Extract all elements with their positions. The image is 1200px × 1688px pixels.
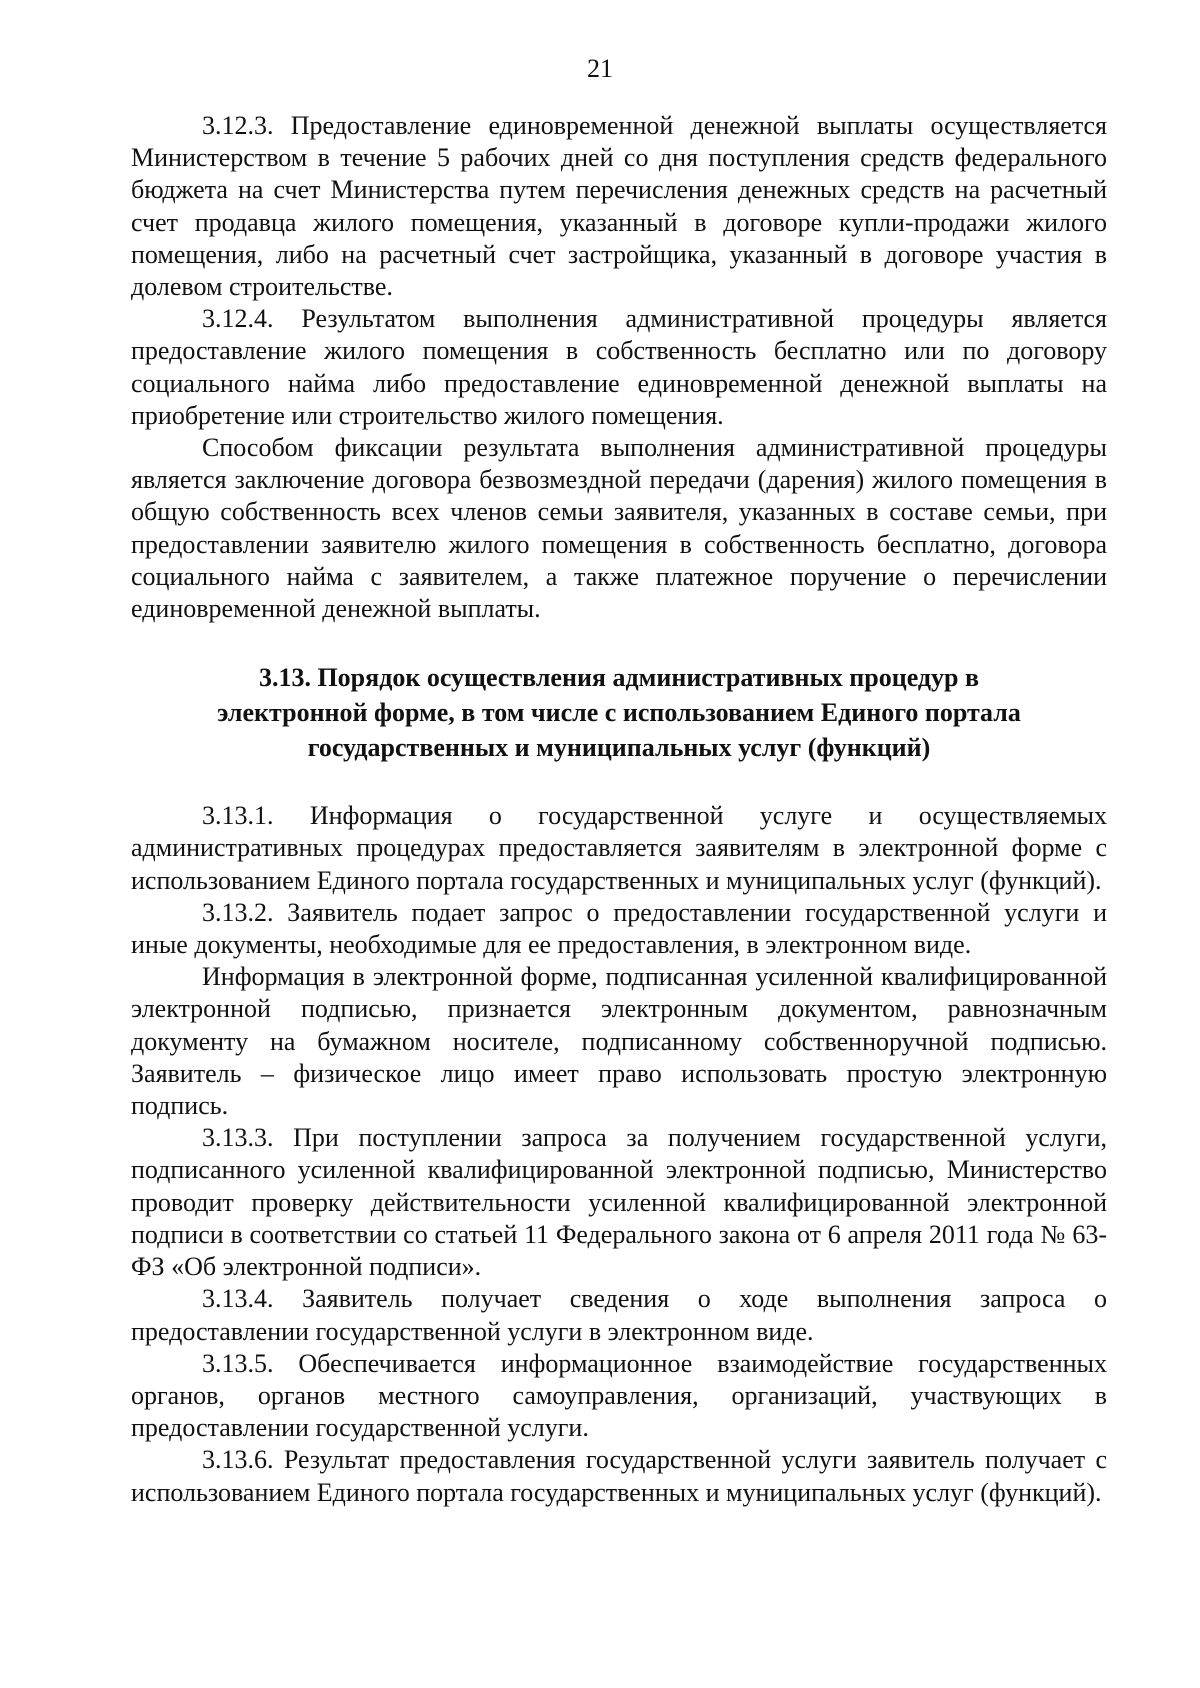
page-number: 21 [587,54,613,83]
section-heading-3-13 [131,660,1107,765]
paragraph-3-13-5: 3.13.5. Обеспечивается информационное взаимодействие государственных органов, органов местного самоуправления, организаций, участвующих в предоставлении государственной услуги. [131,1348,1107,1443]
document-body [131,110,1107,1509]
heading-line-2: электронной форме, в том числе с использованием Единого портала [217,698,1021,728]
paragraph-3-13-6: 3.13.6. Результат предоставления государственной услуги заявитель получает с использованием Единого портала государственных и муниципальных услуг (функций). [131,1445,1107,1507]
paragraph-3-12-3: 3.12.3. Предоставление единовременной денежной выплаты осуществляется Министерством в течение 5 рабочих дней со дня поступления средств федерального бюджета на счет Министерства путем перечисления денежных средств на расчетный счет продавца жилого помещения, указанный в договоре купли-продажи жилого помещения, либо на расчетный счет застройщика, указанный в договоре участия в долевом строительстве. [131,111,1107,302]
heading-line-3: государственных и муниципальных услуг (функций) [307,733,931,763]
paragraph-3-13-2: 3.13.2. Заявитель подает запрос о предоставлении государственной услуги и иные документы, необходимые для ее предоставления, в электронном виде. [131,897,1107,960]
paragraph-fixation-method: Способом фиксации результата выполнения административной процедуры является заключение договора безвозмездной передачи (дарения) жилого помещения в общую собственность всех членов семьи заявителя, указанных в составе семьи, при предоставлении заявителю жилого помещения в собственность бесплатно, договора социального найма с заявителем, а также платежное поручение о перечислении единовременной денежной выплаты. [131,433,1107,624]
paragraph-3-13-3: 3.13.3. При поступлении запроса за получением государственной услуги, подписанного усиленной квалифицированной электронной подписью, Министерство проводит проверку действительности усиленной квалифицированной электронной подписи в соответствии со статьей 11 Федерального закона от 6 апреля 2011 года № 63-ФЗ «Об электронной подписи». [131,1123,1107,1282]
heading-line-1: 3.13. Порядок осуществления административных процедур в [258,663,980,693]
paragraph-3-13-1: 3.13.1. Информация о государственной услуге и осуществляемых административных процедурах предоставляется заявителям в электронной форме с использованием Единого портала государственных и муниципальных услуг (функций). [131,801,1107,895]
paragraph-3-13-4: 3.13.4. Заявитель получает сведения о ходе выполнения запроса о предоставлении государственной услуги в электронном виде. [131,1284,1107,1346]
paragraph-3-12-4: 3.12.4. Результатом выполнения административной процедуры является предоставление жилого помещения в собственность бесплатно или по договору социального найма либо предоставление единовременной денежной выплаты на приобретение или строительство жилого помещения. [131,304,1107,430]
paragraph-electronic-signature: Информация в электронной форме, подписанная усиленной квалифицированной электронной подписью, признается электронным документом, равнозначным документу на бумажном носителе, подписанному собственноручной подписью. Заявитель – физическое лицо имеет право использовать простую электронную подпись. [131,962,1107,1121]
